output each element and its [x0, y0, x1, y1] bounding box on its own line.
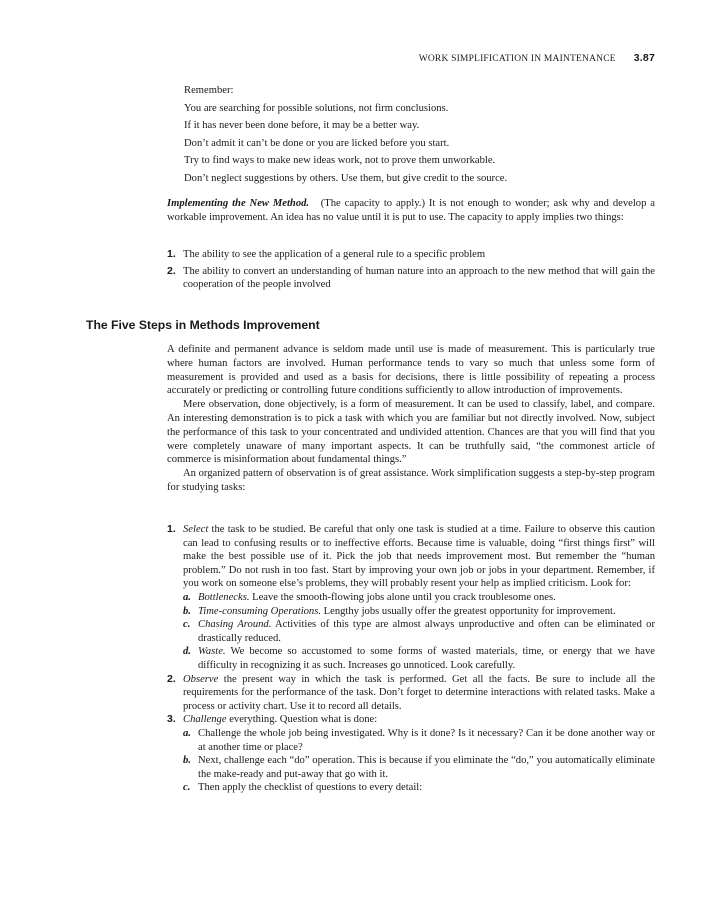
step-text: everything. Question what is done: [226, 714, 378, 726]
sub-item [183, 618, 655, 645]
sub-item [183, 605, 655, 619]
remember-line: Don’t neglect suggestions by others. Use them, but give credit to the source. [184, 172, 508, 184]
sub-lead: Time-consuming Operations. [198, 605, 322, 617]
sub-item [183, 591, 655, 605]
step-text: the task to be studied. Be careful that only one task is studied at a time. Failure to observe this caution can lead to confusing results or to ineffective efforts. Because time is valuable, doing “first things first” will make the best possible use of it. Pick the job that needs improvement most. But remember the “human problem.” Do not rush in too fast. Start by improving your own job or jobs in your department. Remember, if you work on someone else’s problems, they will probably resent your help as implied criticism. Look for: [183, 524, 655, 590]
running-header [0, 52, 655, 64]
sub-text: We become so accustomed to some forms of wasted materials, time, or energy that we have difficulty in recognizing it as such. Increases go unnoticed. Look carefully. [198, 646, 655, 671]
step-lead: Select [183, 524, 209, 535]
sub-text: Activities of this type are almost always unproductive and often can be eliminated or drastically reduced. [198, 619, 655, 644]
item-number: 1. [167, 248, 176, 260]
step-lead: Observe [183, 673, 219, 685]
sub-letter: c. [183, 619, 191, 631]
sub-letter: a. [183, 591, 191, 603]
sub-text: Next, challenge each “do” operation. This is because if you eliminate the “do,” you automatically eliminate the make-ready and put-away that go with it. [198, 755, 655, 780]
abilities-list [167, 248, 655, 292]
paragraph: Mere observation, done objectively, is a form of measurement. It can be used to classify, label, and compare. An interesting demonstration is to pick a task with which you are familiar but not directly involved. Now, subject the performance of this task to your concentrated and undivided attention. Chances are that you will find that you were completely unaware of many important aspects. It can be truthfully said, “the commonest article of commerce is misinformation about fundamental things.” [167, 399, 655, 466]
remember-block [184, 82, 654, 187]
sub-text: Then apply the checklist of questions to every detail: [198, 782, 423, 794]
sub-letter: a. [183, 727, 191, 739]
step-number: 1. [167, 523, 176, 535]
item-text: The ability to convert an understanding of human nature into an approach to the new method that will gain the cooperation of the people involved [183, 265, 655, 291]
remember-heading: Remember: [184, 85, 234, 96]
remember-line: Try to find ways to make new ideas work, not to prove them unworkable. [184, 155, 496, 166]
remember-line: If it has never been done before, it may be a better way. [184, 120, 420, 131]
sub-letter: b. [183, 605, 191, 617]
sub-lead: Waste. [198, 646, 226, 658]
step-item [167, 673, 655, 714]
sub-item [183, 645, 655, 672]
section-body [167, 343, 655, 495]
sub-lead: Bottlenecks. [198, 591, 250, 603]
sub-item [183, 781, 655, 795]
sub-letter: c. [183, 782, 191, 794]
sub-text: Leave the smooth-flowing jobs alone until you crack troublesome ones. [249, 591, 556, 603]
paragraph: An organized pattern of observation is of great assistance. Work simplification suggests a step-by-step program for studying tasks: [167, 468, 655, 493]
steps-list [167, 523, 655, 795]
list-item [167, 265, 655, 292]
step-item [167, 523, 655, 673]
item-number: 2. [167, 264, 176, 277]
step-text: the present way in which the task is performed. Get all the facts. Be sure to include all the requirements for the performance of the task. Don’t forget to determine interactions with related tasks. Make a process or activity chart. Use it to record all details. [183, 673, 655, 712]
remember-line: You are searching for possible solutions, not firm conclusions. [184, 102, 449, 114]
step-number: 3. [167, 713, 176, 726]
item-text: The ability to see the application of a general rule to a specific problem [183, 249, 486, 260]
list-item [167, 248, 655, 262]
sub-text: Lengthy jobs usually offer the greatest opportunity for improvement. [321, 605, 616, 617]
step-item [167, 713, 655, 795]
remember-line: Don’t admit it can’t be done or you are licked before you start. [184, 137, 450, 149]
step-number: 2. [167, 672, 176, 685]
implementing-paragraph [167, 197, 658, 225]
sub-letter: d. [183, 646, 191, 658]
section-title: The Five Steps in Methods Improvement [86, 318, 320, 332]
sub-letter: b. [183, 755, 191, 767]
sub-item [183, 754, 655, 781]
sub-lead: Chasing Around. [198, 619, 272, 631]
running-title: WORK SIMPLIFICATION IN MAINTENANCE [418, 54, 616, 64]
step-lead: Challenge [183, 714, 227, 726]
implementing-text: (The capacity to apply.) It is not enough to wonder; ask why and develop a workable improvement. An idea has no value until it is put to use. The capacity to apply implies two things: [167, 198, 658, 223]
implementing-runin: Implementing the New Method. [167, 198, 310, 209]
sub-item [183, 727, 655, 754]
page-number: 3.87 [633, 52, 655, 64]
paragraph: A definite and permanent advance is seldom made until use is made of measurement. This is particularly true where human factors are involved. Human performance tends to vary so much that unless some form of measurement is provided and used as a basis for decisions, there is little possibility of repeating a process accurately or predicting or controlling future conditions sufficiently to allow introduction of improvements. [167, 344, 655, 397]
sub-text: Challenge the whole job being investigated. Why is it done? Is it necessary? Can it be done another way or at another time or place? [198, 727, 655, 753]
